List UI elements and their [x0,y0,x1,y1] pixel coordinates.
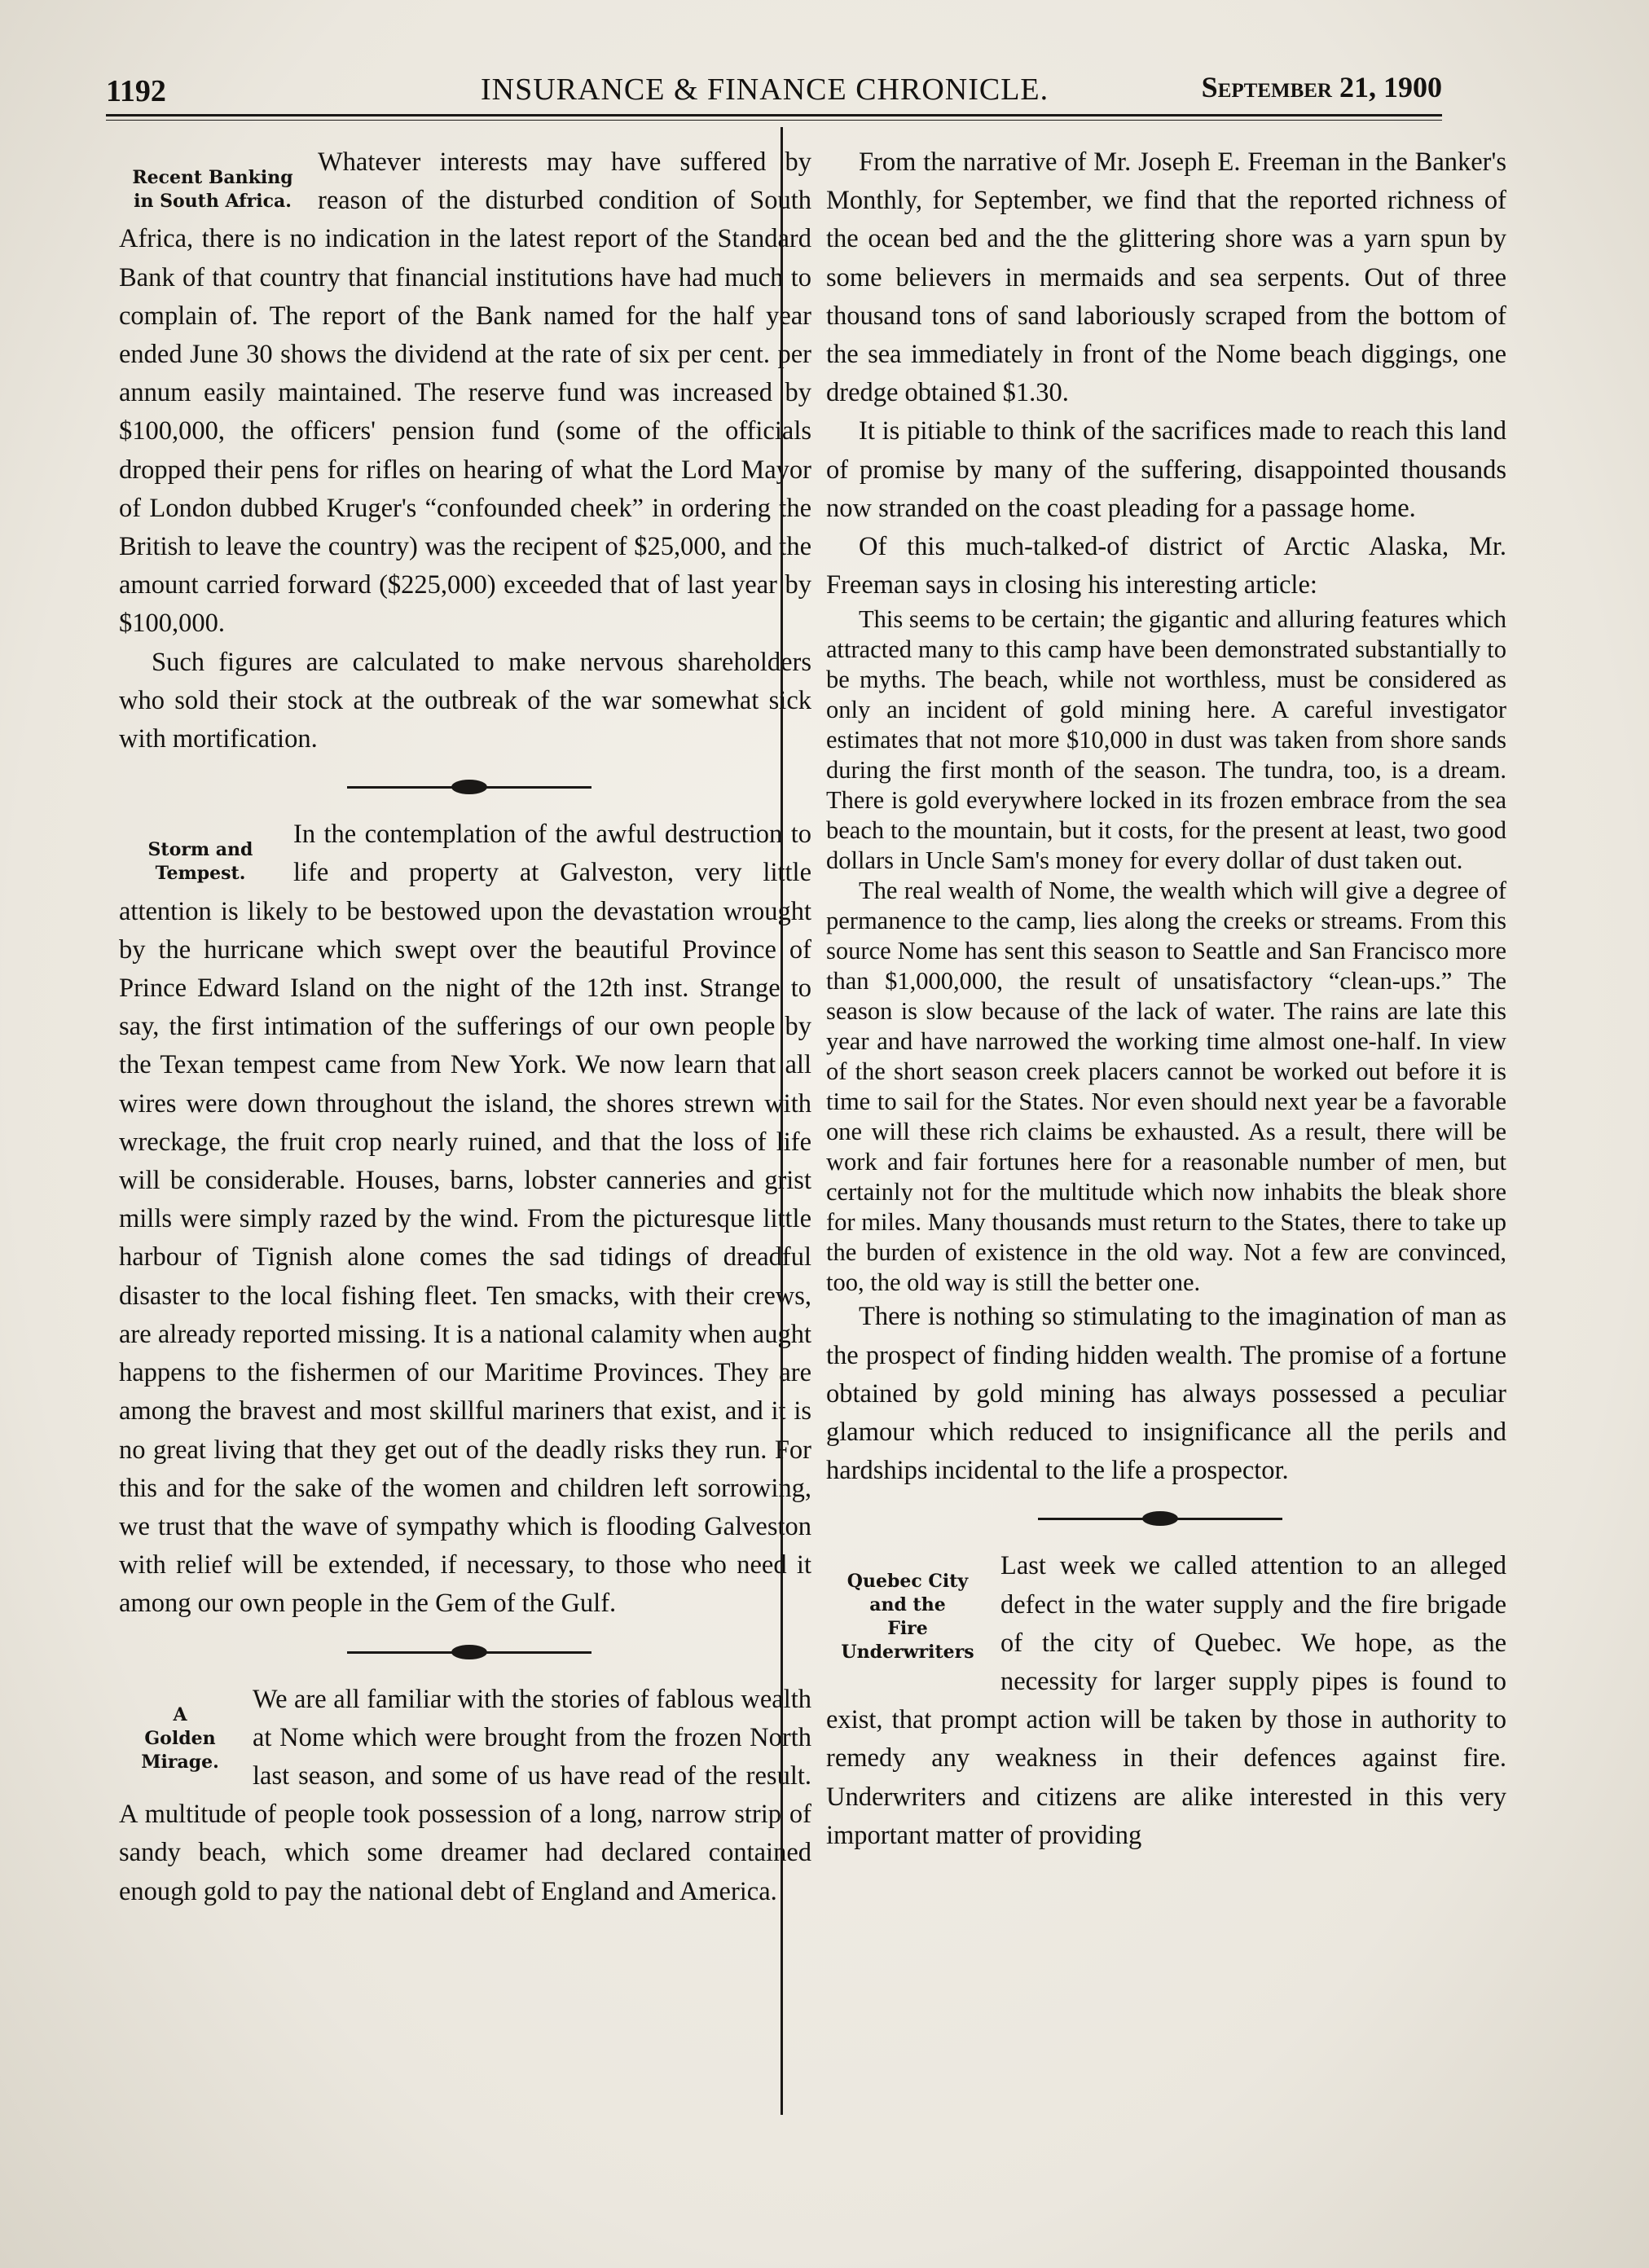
side-head-line: Underwriters [841,1642,974,1664]
article-paragraph: It is pitiable to think of the sacrifices made to reach this land of promise by many of the suffering, disappointed thousands now stranded on the coast pleading for a passage home. [826,416,1506,523]
page-header [106,67,1442,116]
side-head-line: Recent Banking [132,167,293,188]
section-ornament [826,1490,1506,1547]
article-paragraph: There is nothing so stimulating to the imagination of man as the prospect of finding hidden wealth. The promise of a fortune obtained by gold mining has always possessed a peculiar glamour which reduced to insignificance all the perils and hardships incidental to the life a prospector. [826,1302,1506,1486]
side-head-line: Storm and [147,839,253,861]
article-paragraph: We are all familiar with the stories of fablous wealth at Nome which were brought from the frozen North last season, and some of us have read of the result. A multitude of people took possession of a long, narrow strip of sandy beach, which some dreamer had declared contained enough gold to pay the national debt of England and America. [119,1684,811,1906]
publication-title: INSURANCE & FINANCE CHRONICLE. [481,73,1049,107]
side-head-quebec [826,1570,989,1664]
article-banking [119,143,811,758]
article-paragraph: Whatever interests may have suffered by reason of the disturbed condition of South Africa, there is no indication in the latest report of the Standard Bank of that country that financial institutions have had much to complain of. The report of the Bank named for the half year ended June 30 shows the dividend at the rate of six per cent. per annum easily maintained. The reserve fund was increased by $100,000, the officers' pension fund (some of the officials dropped their pens for rifles on hearing of what the Lord Mayor of London dubbed Kruger's “confounded cheek” in ordering the British to leave the country) was the recipent of $25,000, and the amount carried forward ($225,000) exceeded that of last year by $100,000. [119,147,811,639]
ornament-dot [1142,1511,1178,1526]
side-head-line: Mirage. [141,1751,219,1773]
quote-paragraph: This seems to be certain; the gigantic and alluring features which attracted many to this camp have been demonstrated substantially to be myths. The beach, while not worthless, must be considered as only an incident of gold mining here. A careful investigator estimates that not more $10,000 in dust was taken from shore sands during the first month of the season. The tundra, too, is a dream. There is gold everywhere locked in its frozen embrace from the sea beach to the mountain, but it costs, for the present at least, two good dollars in Uncle Sam's money for every dollar of dust taken out. [826,605,1506,875]
section-ornament [119,758,811,815]
quote-paragraph: The real wealth of Nome, the wealth which will give a degree of permanence to the camp, lies along the creeks or streams. From this source Nome has sent this season to Seattle and San Francisco more than $1,000,000, the result of unsatisfactory “clean-ups.” The season is slow because of the lack of water. The rains are late this year and have narrowed the working time almost one-half. In view of the short season creek placers cannot be worked out before it is time to sail for the States. Nor even should next year be a favorable one will these rich claims be exhausted. As a result, there will be work and fair fortunes here for a reasonable number of men, but certainly not for the multitude which now inhabits the bleak shore for miles. Many thousands must return to the States, there to take up the burden of existence in the old way. Not a few are convinced, too, the old way is still the better one. [826,877,1506,1297]
ornament-dot [451,1645,487,1659]
side-head-line: Fire [887,1618,928,1640]
issue-date: September 21, 1900 [1201,71,1442,103]
side-head-line: in South Africa. [134,191,292,212]
article-storm [119,815,811,1623]
article-quebec [826,1547,1506,1855]
side-head-line: Golden [144,1727,216,1749]
side-head-line: Tempest. [155,863,246,885]
side-head-storm [119,838,282,886]
side-head-line: Quebec City [846,1571,969,1593]
page-number: 1192 [106,74,166,108]
article-paragraph: From the narrative of Mr. Joseph E. Freeman in the Banker's Monthly, for September, we find that the reported richness of the ocean bed and the the glittering shore was a yarn spun by some believers in mermaids and sea serpents. Out of three thousand tons of sand laboriously scraped from the bottom of the sea immediately in front of the Nome beach diggings, one dredge obtained $1.30. [826,147,1506,408]
header-rule [106,114,1442,121]
right-column [826,143,1506,2235]
side-head-line: and the [869,1594,946,1616]
article-paragraph: Last week we called attention to an alleged defect in the water supply and the fire brigade of the city of Quebec. We hope, as the necessity for larger supply pipes is found to exist, that prompt action will be taken by those in authority to remedy any weakness in their defences against fire. Underwriters and citizens are alike interested in this very important matter of providing [826,1551,1506,1850]
article-paragraph: Of this much-talked-of district of Arctic Alaska, Mr. Freeman says in closing his interesting article: [826,532,1506,600]
article-paragraph: In the contemplation of the awful destruction to life and property at Galveston, very little attention is likely to be bestowed upon the devastation wrought by the hurricane which swept over the beautiful Province of Prince Edward Island on the night of the 12th inst. Strange to say, the first intimation of the sufferings of our own people by the Texan tempest came from New York. We now learn that all wires were down throughout the island, the shores strewn with wreckage, the fruit crop nearly ruined, and that the loss of life will be considerable. Houses, barns, lobster canneries and grist mills were simply razed by the wind. From the picturesque little harbour of Tignish alone comes the sad tidings of dreadful disaster to the local fishing fleet. Ten smacks, with their crews, are already reported missing. It is a national calamity when aught happens to the fishermen of our Maritime Provinces. They are among the bravest and most skillful mariners that exist, and it is no great living that they get out of the deadly risks they run. For this and for the sake of the women and children left sorrowing, we trust that the wave of sympathy which is flooding Galveston with relief will be extended, if necessary, to those who need it among our own people in the Gem of the Gulf. [119,820,811,1619]
side-head-banking [119,166,306,213]
side-head-line: A [173,1703,187,1725]
section-ornament [119,1624,811,1681]
ornament-dot [451,780,487,794]
left-column [119,143,811,2235]
side-head-mirage [119,1703,241,1774]
article-paragraph: Such figures are calculated to make nervous shareholders who sold their stock at the outbreak of the war somewhat sick with mortification. [119,647,811,754]
article-mirage [119,1681,811,1911]
quoted-passage [826,604,1506,1298]
